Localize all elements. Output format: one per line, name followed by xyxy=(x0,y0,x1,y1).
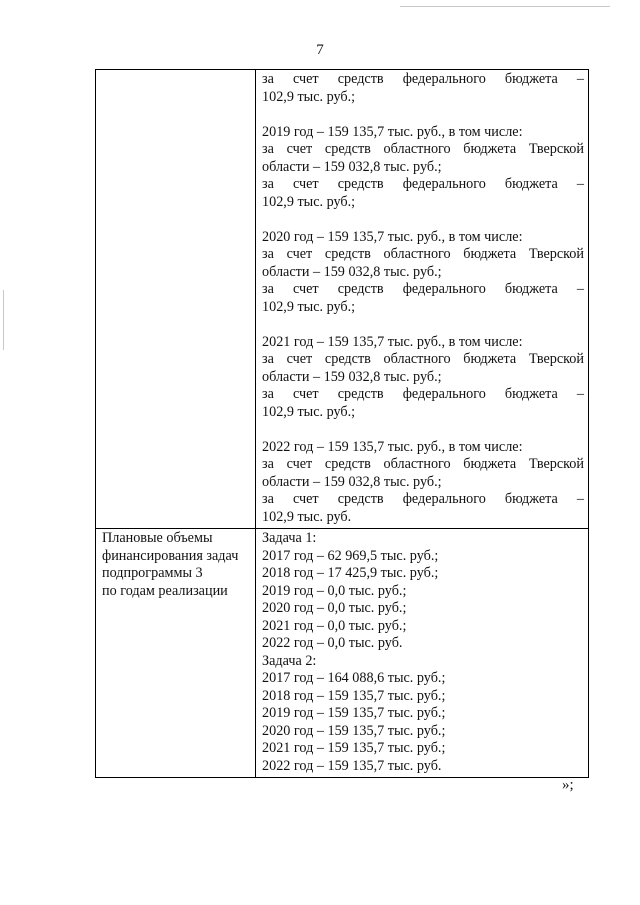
task-1-year-line: 2017 год – 62 969,5 тыс. руб.; xyxy=(262,547,439,564)
funding-table xyxy=(95,69,589,778)
task-1-year-line: 2021 год – 0,0 тыс. руб.; xyxy=(262,617,407,634)
closing-quote: »; xyxy=(562,777,574,793)
year-2020-federal-line-2: 102,9 тыс. руб.; xyxy=(262,298,356,315)
year-2021-regional-line-2: области – 159 032,8 тыс. руб.; xyxy=(262,368,442,385)
continuation-line-2: 102,9 тыс. руб.; xyxy=(262,88,356,105)
year-2022-regional-line-2: области – 159 032,8 тыс. руб.; xyxy=(262,473,442,490)
task-1-year-line: 2019 год – 0,0 тыс. руб.; xyxy=(262,582,407,599)
task-1-year-line: 2020 год – 0,0 тыс. руб.; xyxy=(262,600,407,616)
task-2-year-line: 2020 год – 159 135,7 тыс. руб.; xyxy=(262,722,446,739)
year-2020-federal-line-1: за счет средств федерального бюджета – xyxy=(262,281,584,297)
year-2022-federal-line-2: 102,9 тыс. руб. xyxy=(262,508,352,525)
year-2019-federal-line-2: 102,9 тыс. руб.; xyxy=(262,193,356,210)
year-2020-regional-line-1: за счет средств областного бюджета Тверской xyxy=(262,246,584,262)
row1-left-cell xyxy=(96,70,256,529)
row2-label-line: по годам реализации xyxy=(102,582,228,599)
task-2-year-line: 2018 год – 159 135,7 тыс. руб.; xyxy=(262,687,446,704)
year-2019-heading: 2019 год – 159 135,7 тыс. руб., в том числе: xyxy=(262,123,523,140)
year-2022-federal-line-1: за счет средств федерального бюджета – xyxy=(262,491,584,507)
task-2-year-line: 2019 год – 159 135,7 тыс. руб.; xyxy=(262,705,446,721)
row2-right-cell xyxy=(256,529,589,778)
row2-label-line: финансирования задач xyxy=(102,547,239,564)
scan-mark-left xyxy=(3,290,4,350)
table-row xyxy=(96,70,589,529)
task-1-title: Задача 1: xyxy=(262,530,317,546)
year-2019-regional-line-1: за счет средств областного бюджета Тверской xyxy=(262,141,584,157)
task-1-year-line: 2022 год – 0,0 тыс. руб. xyxy=(262,635,403,651)
row2-label-line: Плановые объемы xyxy=(102,530,213,546)
year-2020-regional-line-2: области – 159 032,8 тыс. руб.; xyxy=(262,263,442,280)
task-2-year-line: 2022 год – 159 135,7 тыс. руб. xyxy=(262,757,442,774)
task-2-title: Задача 2: xyxy=(262,652,317,669)
continuation-line-1: за счет средств федерального бюджета – xyxy=(262,71,584,87)
year-2021-federal-line-1: за счет средств федерального бюджета – xyxy=(262,386,584,402)
row2-label-line: подпрограммы 3 xyxy=(102,565,203,581)
year-2021-heading: 2021 год – 159 135,7 тыс. руб., в том числе: xyxy=(262,333,523,350)
year-2021-regional-line-1: за счет средств областного бюджета Тверской xyxy=(262,351,584,367)
year-2022-heading: 2022 год – 159 135,7 тыс. руб., в том числе: xyxy=(262,438,523,455)
year-2020-heading: 2020 год – 159 135,7 тыс. руб., в том числе: xyxy=(262,228,523,245)
row2-left-cell xyxy=(96,529,256,778)
table-row xyxy=(96,529,589,778)
scan-mark-top xyxy=(400,6,610,7)
task-1-year-line: 2018 год – 17 425,9 тыс. руб.; xyxy=(262,565,439,581)
year-2022-regional-line-1: за счет средств областного бюджета Тверской xyxy=(262,456,584,472)
year-2019-federal-line-1: за счет средств федерального бюджета – xyxy=(262,176,584,192)
row1-right-cell xyxy=(256,70,589,529)
year-2019-regional-line-2: области – 159 032,8 тыс. руб.; xyxy=(262,158,442,175)
task-2-year-line: 2017 год – 164 088,6 тыс. руб.; xyxy=(262,670,446,686)
year-2021-federal-line-2: 102,9 тыс. руб.; xyxy=(262,403,356,420)
task-2-year-line: 2021 год – 159 135,7 тыс. руб.; xyxy=(262,740,446,756)
page-number: 7 xyxy=(316,42,324,58)
